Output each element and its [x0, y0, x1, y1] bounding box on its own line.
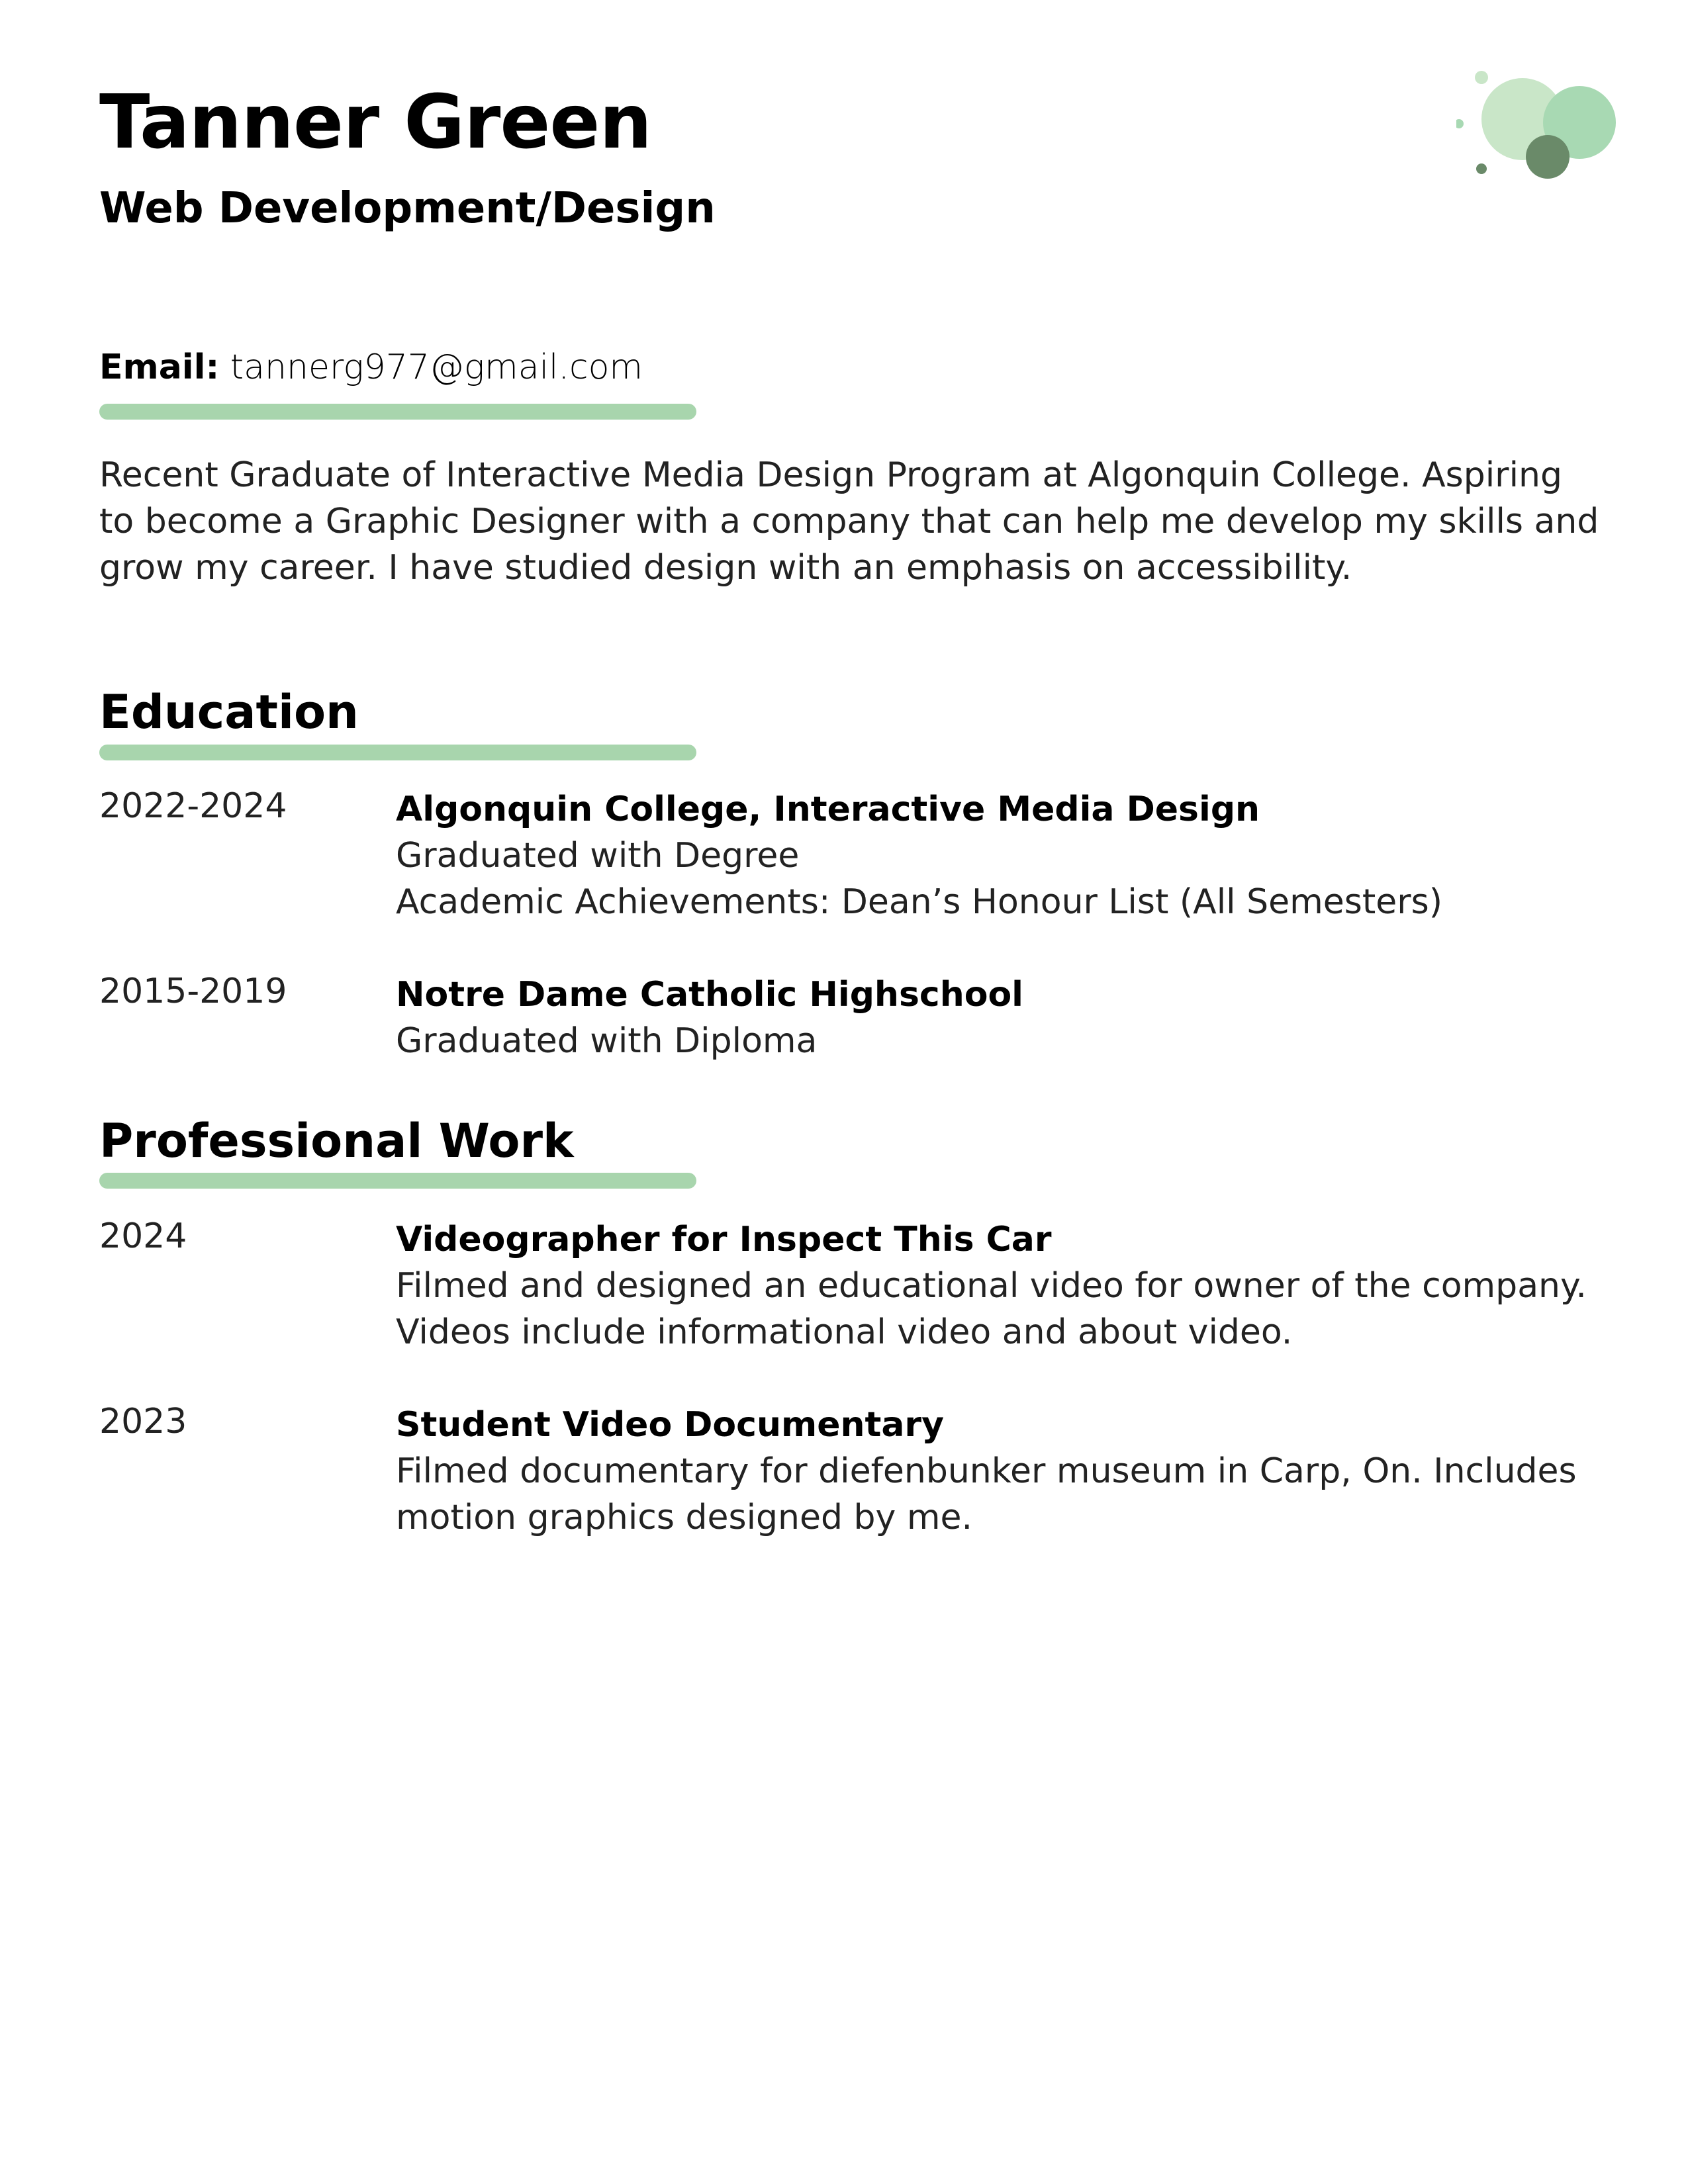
education-entry-1 [396, 786, 1620, 925]
profile-summary: Recent Graduate of Interactive Media Design Program at Algonquin College. Aspiring to become a Graphic Designer with a company that can help me develop my skills and grow my career. I have studied design with an emphasis on accessibility. [99, 455, 1599, 588]
education-entry-1-years: 2022-2024 [99, 786, 287, 826]
work-entry-2-title: Student Video Documentary [396, 1405, 944, 1445]
work-divider [99, 1173, 696, 1189]
work-entry-1-years: 2024 [99, 1216, 187, 1256]
education-entry-2 [396, 972, 1620, 1064]
education-entry-1-line-2: Academic Achievements: Dean’s Honour List (All Semesters) [396, 882, 1443, 922]
education-entry-2-line-1: Graduated with Diploma [396, 1021, 818, 1061]
work-entry-1-title: Videographer for Inspect This Car [396, 1220, 1052, 1259]
work-entry-1 [396, 1216, 1620, 1355]
candidate-role: Web Development/Design [99, 184, 716, 233]
work-entry-1-line-2: Videos include informational video and about video. [396, 1312, 1293, 1352]
candidate-name: Tanner Green [99, 79, 652, 165]
work-entry-1-line-1: Filmed and designed an educational video for owner of the company. [396, 1266, 1587, 1306]
email-line [99, 347, 643, 387]
email-value: tannerg977@gmail.com [230, 347, 643, 387]
education-divider [99, 745, 696, 760]
education-entry-2-years: 2015-2019 [99, 972, 287, 1011]
education-entry-1-title: Algonquin College, Interactive Media Design [396, 790, 1260, 829]
work-entry-2 [396, 1402, 1620, 1541]
work-heading: Professional Work [99, 1114, 574, 1168]
circles-logo-icon [1456, 63, 1628, 189]
education-entry-2-title: Notre Dame Catholic Highschool [396, 975, 1024, 1015]
education-heading: Education [99, 685, 359, 739]
work-entry-2-line-2: motion graphics designed by me. [396, 1498, 972, 1537]
email-label: Email: [99, 347, 220, 387]
contact-divider [99, 404, 696, 420]
work-entry-2-line-1: Filmed documentary for diefenbunker museum in Carp, On. Includes [396, 1451, 1577, 1491]
education-entry-1-line-1: Graduated with Degree [396, 836, 800, 876]
work-entry-2-years: 2023 [99, 1402, 187, 1441]
